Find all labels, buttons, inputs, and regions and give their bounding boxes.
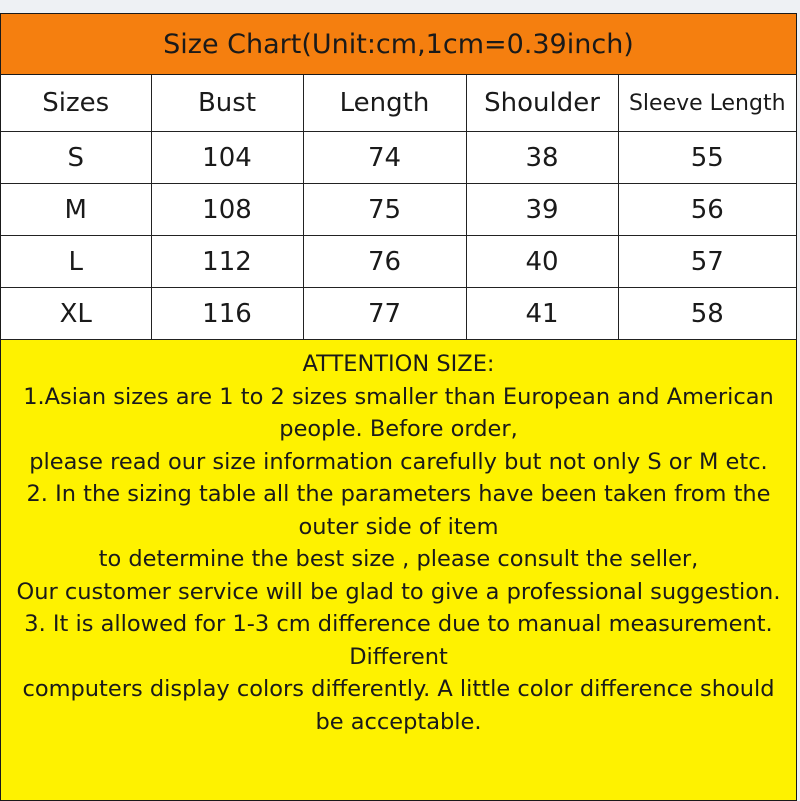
table-cell: 108 xyxy=(151,184,303,236)
table-row xyxy=(1,236,796,288)
notice-line: Our customer service will be glad to give a professional suggestion. xyxy=(16,578,781,605)
table-cell: 76 xyxy=(303,236,466,288)
column-header: Length xyxy=(303,75,466,132)
table-cell: 74 xyxy=(303,132,466,184)
table-cell: 77 xyxy=(303,288,466,340)
notice-line: to determine the best size , please consult the seller, xyxy=(98,546,699,572)
table-cell: 55 xyxy=(618,132,796,184)
table-header-row xyxy=(1,75,796,132)
table-row xyxy=(1,288,796,340)
notice-line: be acceptable. xyxy=(315,708,482,735)
notice-heading: ATTENTION SIZE: xyxy=(302,351,495,377)
notice-line: people. Before order, xyxy=(279,416,518,442)
table-cell: 116 xyxy=(151,288,303,340)
column-header: Sizes xyxy=(1,75,151,132)
notice-line: computers display colors differently. A little color difference should xyxy=(22,676,775,702)
notice-line: outer side of item xyxy=(298,513,499,540)
table-row xyxy=(1,184,796,236)
size-chart xyxy=(0,13,797,801)
column-header: Shoulder xyxy=(466,75,618,132)
table-cell: 112 xyxy=(151,236,303,288)
table-cell: 58 xyxy=(618,288,796,340)
notice-line: Different xyxy=(349,643,448,670)
table-cell: 57 xyxy=(618,236,796,288)
column-header: Bust xyxy=(151,75,303,132)
column-header: Sleeve Length xyxy=(618,75,796,132)
table-cell: XL xyxy=(1,288,151,340)
table-cell: S xyxy=(1,132,151,184)
table-cell: L xyxy=(1,236,151,288)
size-table xyxy=(1,75,796,340)
table-cell: 40 xyxy=(466,236,618,288)
table-cell: 56 xyxy=(618,184,796,236)
table-row xyxy=(1,132,796,184)
table-cell: 38 xyxy=(466,132,618,184)
table-cell: M xyxy=(1,184,151,236)
notice-line: please read our size information carefully but not only S or M etc. xyxy=(29,448,768,475)
notice-line: 2. In the sizing table all the parameters have been taken from the xyxy=(26,481,771,507)
table-cell: 75 xyxy=(303,184,466,236)
table-cell: 41 xyxy=(466,288,618,340)
table-cell: 104 xyxy=(151,132,303,184)
attention-notice xyxy=(1,340,796,800)
notice-line: 3. It is allowed for 1-3 cm difference due to manual measurement. xyxy=(24,611,773,637)
size-chart-title: Size Chart(Unit:cm,1cm=0.39inch) xyxy=(1,14,796,75)
table-cell: 39 xyxy=(466,184,618,236)
notice-line: 1.Asian sizes are 1 to 2 sizes smaller than European and American xyxy=(23,383,774,410)
